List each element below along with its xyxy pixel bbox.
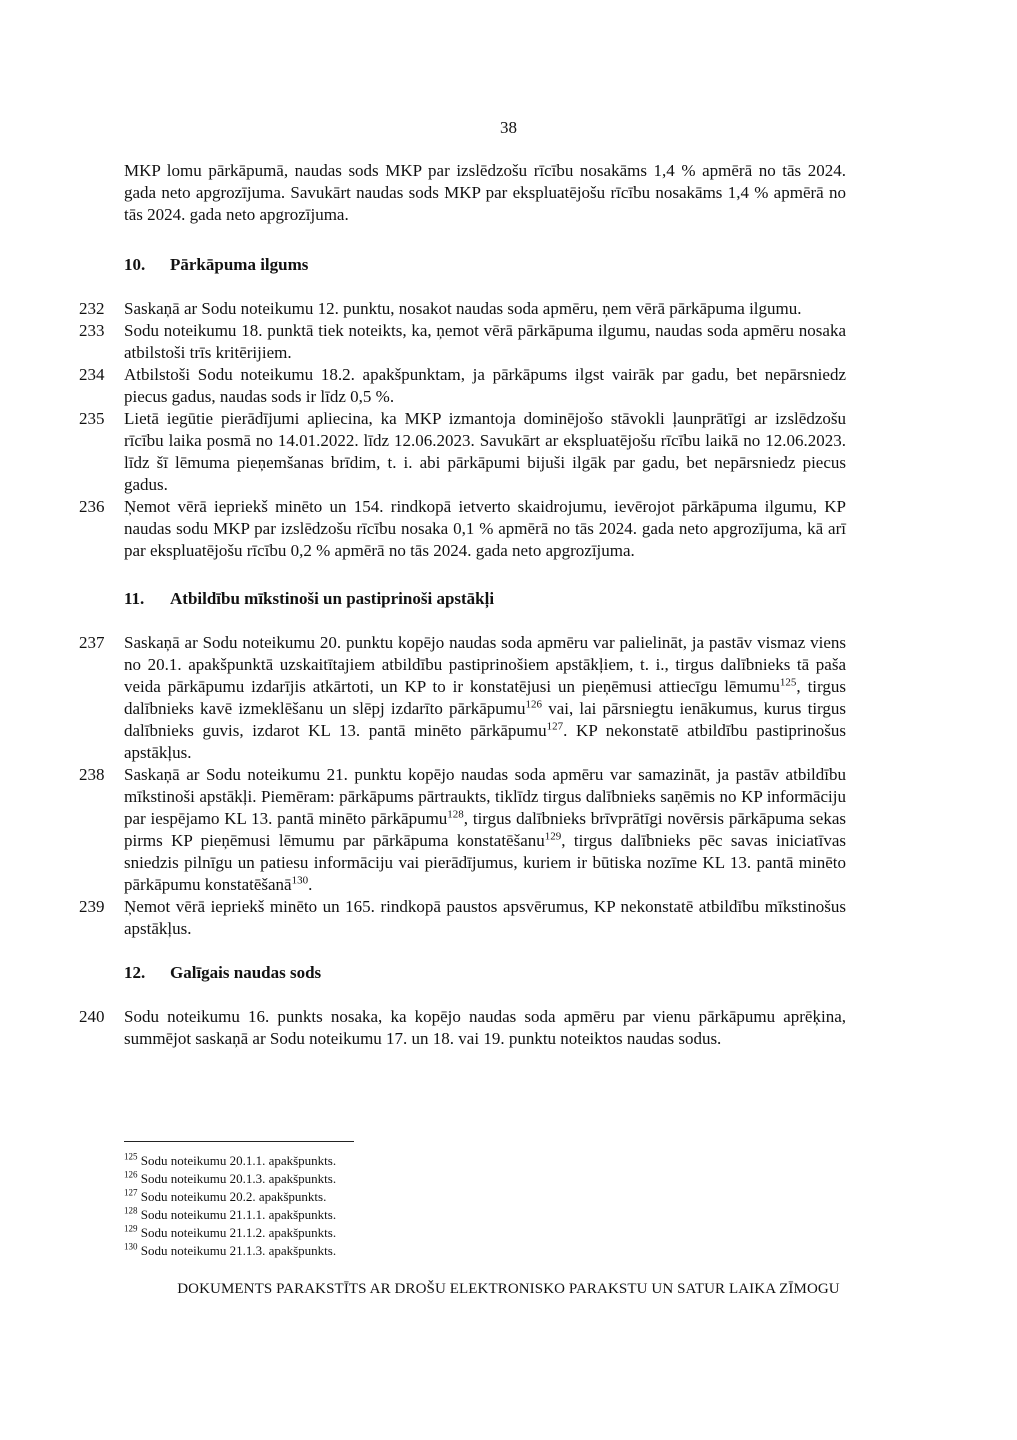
numbered-paragraph: [79, 408, 846, 496]
paragraph-text: Saskaņā ar Sodu noteikumu 12. punktu, nosakot naudas soda apmēru, ņem vērā pārkāpuma ilgumu.: [124, 299, 802, 318]
numbered-paragraph: [79, 764, 846, 896]
paragraph-text: , tirgus dalībnieks brīvprātīgi novērsis pārkāpuma sekas pirms KP pieņēmusi lēmumu par pārkāpuma konstatēšanu: [124, 809, 846, 850]
footnote-text: Sodu noteikumu 21.1.2. apakšpunkts.: [137, 1225, 337, 1240]
footnote-text: Sodu noteikumu 21.1.1. apakšpunkts.: [137, 1207, 337, 1222]
paragraph-number: 237: [79, 633, 105, 652]
paragraph-text: , tirgus dalībnieks kavē izmeklēšanu un slēpj izdarīto pārkāpumu: [124, 677, 846, 718]
footnote-text: Sodu noteikumu 21.1.3. apakšpunkts.: [137, 1243, 337, 1258]
paragraph-number: 234: [79, 365, 105, 384]
paragraph-text: Sodu noteikumu 16. punkts nosaka, ka kopējo naudas soda apmēru par vienu pārkāpumu aprēķina, summējot saskaņā ar Sodu noteikumu 17. un 18. vai 19. punktu noteiktos naudas sodus.: [124, 1007, 846, 1048]
paragraph-text: , tirgus dalībnieks pēc savas iniciatīvas sniedzis pilnīgu un patiesu informāciju vai pierādījumus, kuriem ir būtiska nozīme KL 13. pantā minēto pārkāpumu konstatēšanā: [124, 831, 846, 894]
section-title: Galīgais naudas sods: [170, 963, 322, 982]
section-heading: [124, 254, 846, 276]
numbered-paragraph: [79, 298, 846, 320]
footnote-ref: 129: [544, 830, 562, 843]
paragraph-number: 236: [79, 497, 105, 516]
paragraph-text: Ņemot vērā iepriekš minēto un 154. rindkopā ietverto skaidrojumu, ievērojot pārkāpuma ilgumu, KP naudas sodu MKP par izslēdzošu rīcību nosaka 0,1 % apmērā no tās 2024. gada neto apgrozījuma, kā arī par ekspluatējošu rīcību 0,2 % apmērā no tās 2024. gada neto apgrozījuma.: [124, 497, 846, 560]
footnote: [124, 1242, 724, 1260]
footnote-number: 126: [124, 1169, 138, 1180]
paragraph-number: 235: [79, 409, 105, 428]
paragraph-text: . KP nekonstatē atbildību pastiprinošus apstākļus.: [124, 721, 846, 762]
section-heading: [124, 962, 846, 984]
footnotes: [124, 1152, 724, 1260]
footnote-separator: [124, 1141, 354, 1142]
footnote: [124, 1206, 724, 1224]
footnote: [124, 1188, 724, 1206]
section-title: Atbildību mīkstinoši un pastiprinoši apstākļi: [170, 589, 495, 608]
paragraph-text: Saskaņā ar Sodu noteikumu 21. punktu kopējo naudas soda apmēru var samazināt, ja pastāv atbildību mīkstinoši apstākļi. Piemēram: pārkāpums pārtraukts, tiklīdz tirgus dalībnieks saņēmis no KP informāciju par iespējamo KL 13. pantā minēto pārkāpumu: [124, 765, 846, 828]
paragraph-number: 232: [79, 299, 105, 318]
footnote: [124, 1152, 724, 1170]
paragraph-text: Ņemot vērā iepriekš minēto un 165. rindkopā paustos apsvērumus, KP nekonstatē atbildību mīkstinošus apstākļus.: [124, 897, 846, 938]
section-number: 10.: [124, 255, 146, 274]
footnote-ref: 126: [525, 698, 543, 711]
paragraph-text: vai, lai pārsniegtu ienākumus, kurus tirgus dalībnieks guvis, izdarot KL 13. pantā minēto pārkāpumu: [124, 699, 847, 740]
footnote-ref: 130: [291, 874, 309, 887]
paragraph-text: .: [308, 875, 313, 894]
footnote-text: Sodu noteikumu 20.2. apakšpunkts.: [137, 1189, 327, 1204]
footnote: [124, 1224, 724, 1242]
footnote-number: 130: [124, 1241, 138, 1252]
paragraph-text: Lietā iegūtie pierādījumi apliecina, ka MKP izmantoja dominējošo stāvokli ļaunprātīgi ar izslēdzošu rīcību laika posmā no 14.01.2022. līdz 12.06.2023. Savukārt ar ekspluatējošu rīcību laikā no 12.06.2023. līdz šī lēmuma pieņemšanas brīdim, t. i. abi pārkāpumi bijuši ilgāk par gadu, bet nepārsniedz piecus gadus.: [124, 409, 846, 494]
footnote-ref: 127: [546, 720, 564, 733]
section-heading: [124, 588, 846, 610]
paragraph-text: Sodu noteikumu 18. punktā tiek noteikts, ka, ņemot vērā pārkāpuma ilgumu, naudas soda apmēru nosaka atbilstoši trīs kritērijiem.: [124, 321, 846, 362]
paragraph-number: 239: [79, 897, 105, 916]
paragraph-number: 238: [79, 765, 105, 784]
sections-container: [79, 254, 847, 1050]
footnote-number: 127: [124, 1187, 138, 1198]
section-number: 12.: [124, 963, 146, 982]
footnote-ref: 125: [779, 676, 797, 689]
numbered-paragraph: [79, 896, 846, 940]
footnote-ref: 128: [447, 808, 464, 821]
footnote-number: 128: [124, 1205, 138, 1216]
numbered-paragraph: [79, 364, 846, 408]
document-body: [79, 160, 847, 1050]
intro-paragraph: MKP lomu pārkāpumā, naudas sods MKP par izslēdzošu rīcību nosakāms 1,4 % apmērā no tās 2024. gada neto apgrozījuma. Savukārt naudas sods MKP par ekspluatējošu rīcību nosakāms 1,4 % apmērā no tās 2024. gada neto apgrozījuma.: [124, 161, 846, 224]
footnote-number: 125: [124, 1151, 138, 1162]
page-number: 38: [500, 118, 517, 137]
paragraph-number: 240: [79, 1007, 105, 1026]
section-title: Pārkāpuma ilgums: [170, 255, 309, 274]
signature-footer: DOKUMENTS PARAKSTĪTS AR DROŠU ELEKTRONISKO PARAKSTU UN SATUR LAIKA ZĪMOGU: [177, 1281, 840, 1297]
footnote-number: 129: [124, 1223, 138, 1234]
paragraph-text: Saskaņā ar Sodu noteikumu 20. punktu kopējo naudas soda apmēru var palielināt, ja pastāv vismaz viens no 20.1. apakšpunktā uzskaitītajiem atbildību pastiprinošiem apstākļiem, t. i., tirgus dalībnieks tā paša veida pārkāpumu izdarījis atkārtoti, un KP to ir konstatējusi un pieņēmusi attiecīgu lēmumu: [124, 633, 846, 696]
section-number: 11.: [124, 589, 145, 608]
paragraph-text: Atbilstoši Sodu noteikumu 18.2. apakšpunktam, ja pārkāpums ilgst vairāk par gadu, bet nepārsniedz piecus gadus, naudas sods ir līdz 0,5 %.: [124, 365, 846, 406]
paragraph-number: 233: [79, 321, 105, 340]
footnote: [124, 1170, 724, 1188]
numbered-paragraph: [79, 496, 846, 562]
numbered-paragraph: [79, 1006, 846, 1050]
footnote-text: Sodu noteikumu 20.1.3. apakšpunkts.: [137, 1171, 337, 1186]
footnote-text: Sodu noteikumu 20.1.1. apakšpunkts.: [137, 1153, 337, 1168]
numbered-paragraph: [79, 320, 846, 364]
numbered-paragraph: [79, 632, 847, 764]
